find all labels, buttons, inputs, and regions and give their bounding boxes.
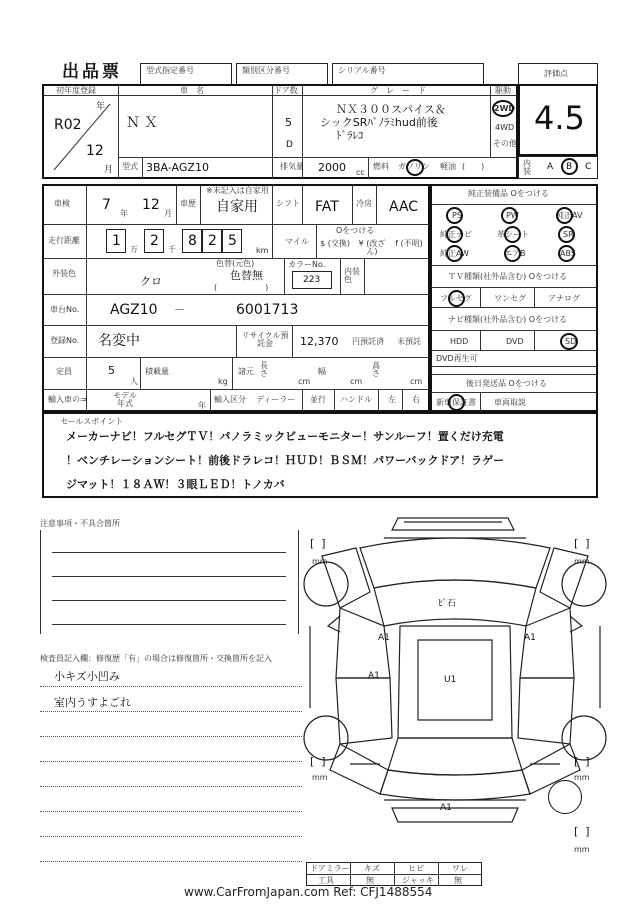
kudo-label: 駆動 bbox=[495, 86, 511, 95]
door-value: 5 bbox=[285, 116, 292, 129]
legend-h2: キズ bbox=[364, 864, 380, 873]
yunyu-label: 輸入車の⇒ bbox=[48, 395, 87, 404]
shamei-label: 車 名 bbox=[180, 86, 204, 95]
naga-cm: cm bbox=[298, 377, 311, 386]
color-no-value: 223 bbox=[303, 275, 321, 285]
reibo-label: 冷房 bbox=[356, 199, 372, 208]
chuui-label: 注意事項・不具合箇所 bbox=[40, 519, 120, 528]
year-value: R02 bbox=[54, 117, 82, 133]
atohin-hosho: 新車保証書 bbox=[436, 398, 476, 407]
gaiso-label: 外装色 bbox=[52, 269, 76, 278]
daiban-label: 車台No. bbox=[50, 305, 80, 314]
tv-analog: アナログ bbox=[548, 294, 580, 303]
dvd-label: DVD再生可 bbox=[436, 354, 478, 363]
toroku-value: 名変中 bbox=[98, 333, 140, 349]
soko-man: 万 bbox=[130, 245, 138, 254]
opt-av: 純正AV bbox=[556, 211, 583, 220]
mile-label: マイル bbox=[285, 237, 309, 246]
kokan-label: $ (交換) bbox=[320, 239, 350, 248]
footer-watermark: www.CarFromJapan.com Ref: CFJ1488554 bbox=[184, 885, 433, 899]
spare-circle bbox=[548, 780, 582, 814]
opt-airb: エアB bbox=[504, 249, 526, 258]
tv-title: ＴＶ種類(社外品含む) Oをつける bbox=[448, 272, 568, 281]
shift-value: FAT bbox=[315, 199, 339, 215]
soko-digit-1: 1 bbox=[112, 233, 121, 249]
grade-line1: ＮＸ３００スパイス＆ bbox=[336, 103, 446, 116]
soko-km: km bbox=[256, 246, 269, 255]
grade-line3: ﾄﾞﾗﾚｺ bbox=[336, 129, 364, 142]
teiin-label: 定員 bbox=[56, 367, 72, 376]
shaken-label: 車検 bbox=[54, 199, 70, 208]
shaken-year: 7 bbox=[102, 197, 111, 213]
mark-left-rear-door: A1 bbox=[368, 671, 380, 681]
sales-line2: ！ベンチレーションシート！前後ドラレコ！ＨＵＤ！ＢＳＭ！パワーバックドア！ラゲー bbox=[66, 454, 505, 467]
daiban-no: 6001713 bbox=[236, 302, 299, 318]
door-label: ドア数 bbox=[274, 86, 298, 95]
car-name-value: ＮＸ bbox=[126, 115, 162, 131]
sales-line1: メーカーナビ！フルセグＴＶ！パノラミックビューモニター！サンルーフ！置くだけ充電 bbox=[66, 430, 504, 443]
atohin-title: 後日発送品 Oをつける bbox=[466, 379, 547, 388]
model-label: モデル年式 bbox=[113, 391, 137, 408]
opt-airb-circle bbox=[504, 245, 521, 262]
opt-pw-circle bbox=[501, 207, 518, 224]
spare-bracket: [ ] bbox=[574, 825, 590, 838]
legend-h4: ワレ bbox=[452, 864, 468, 873]
model-nen: 年 bbox=[198, 401, 206, 410]
sekisai-label: 積載量 bbox=[145, 367, 169, 376]
teiin-nin: 人 bbox=[130, 377, 138, 386]
fumei-label: f (不明) bbox=[395, 239, 423, 248]
opt-pw: PW bbox=[506, 211, 519, 220]
taka-cm: cm bbox=[410, 377, 423, 386]
mark-windshield: ﾋﾞ石 bbox=[438, 599, 457, 609]
opt-sr-circle bbox=[558, 226, 575, 243]
naiso-opt-c: C bbox=[585, 162, 592, 172]
recycle-label: リサイクル預託金 bbox=[241, 331, 289, 348]
tv-fullseg-circle bbox=[448, 290, 465, 307]
opt-av-circle bbox=[556, 207, 573, 224]
atohin-torisetsu: 車両取説 bbox=[494, 398, 526, 407]
circle-note: Oをつける bbox=[336, 226, 375, 235]
sekisai-kg: kg bbox=[218, 377, 228, 386]
door-unit: D bbox=[286, 140, 293, 150]
month-small-label: 月 bbox=[104, 165, 114, 175]
opt-abs-circle bbox=[558, 245, 575, 262]
soko-digit-4: 2 bbox=[208, 233, 217, 249]
kensa-label: 検査員記入欄：修復歴「有」の場合は修復箇所・交換箇所を記入 bbox=[40, 654, 272, 663]
cc-unit: cc bbox=[356, 168, 365, 177]
tire-fr-bracket: [ ] bbox=[574, 537, 590, 550]
grade-label: グ レ ー ド bbox=[370, 86, 426, 95]
drive-2wd-circle bbox=[492, 100, 514, 117]
legend-r2: 無 bbox=[366, 876, 374, 885]
legend-h1: ドアミラー bbox=[310, 864, 350, 873]
naiso-b-circle bbox=[561, 158, 578, 175]
irogae-value: 色替無 bbox=[230, 269, 263, 282]
keiyu-label: 軽油 bbox=[440, 162, 456, 171]
katashiki-value: 3BA-AGZ10 bbox=[146, 161, 209, 174]
shaken-tsuki: 月 bbox=[164, 209, 172, 218]
sales-label: セールスポイント bbox=[60, 417, 124, 426]
navi-hdd: HDD bbox=[450, 337, 469, 346]
opt-ps-circle bbox=[446, 207, 463, 224]
mark-left-front-door: A1 bbox=[378, 633, 390, 643]
grade-line2: シックSRﾊﾟﾉﾗﾐhud前後 bbox=[320, 116, 438, 129]
legend-r1: 工具 bbox=[318, 876, 334, 885]
legend-r3: ジャッキ bbox=[402, 876, 434, 885]
month-value: 12 bbox=[86, 143, 104, 159]
shareki-note: ※未記入は自家用 bbox=[206, 186, 269, 195]
toroku-label: 登録No. bbox=[50, 336, 80, 345]
haba-label: 幅 bbox=[318, 367, 326, 376]
dealer-option: ディーラー bbox=[256, 395, 296, 404]
haikiryo-value: 2000 bbox=[318, 161, 346, 174]
nenryo-value: ガソリン bbox=[398, 162, 430, 171]
heiko-option: 並行 bbox=[310, 395, 326, 404]
navi-sd-circle bbox=[560, 333, 578, 350]
drive-2wd: 2WD bbox=[494, 104, 516, 113]
shift-label: シフト bbox=[276, 199, 300, 208]
mark-right-front-door: A1 bbox=[524, 633, 536, 643]
tire-rl-mm: mm bbox=[312, 773, 328, 782]
navi-dvd: DVD bbox=[506, 337, 524, 346]
tire-fl-mm: mm bbox=[312, 557, 328, 566]
soko-digit-5: 5 bbox=[228, 233, 237, 249]
naiso-opt-b: B bbox=[566, 162, 573, 172]
naiso-label: 内装 bbox=[523, 159, 531, 176]
navi-title: ナビ種類(社外品含む) Oをつける bbox=[448, 315, 568, 324]
kaizan-label: ¥ (改ざん) bbox=[358, 239, 386, 256]
soko-sen: 千 bbox=[168, 245, 176, 254]
drive-4wd: 4WD bbox=[495, 123, 515, 132]
taka-label: 高さ bbox=[372, 361, 380, 378]
teiin-value: 5 bbox=[108, 364, 115, 377]
haba-cm: cm bbox=[350, 377, 363, 386]
katashiki-nintei-label: 型式指定番号 bbox=[146, 66, 194, 75]
shogen-label: 諸元 bbox=[238, 367, 254, 376]
shareki-value: 自家用 bbox=[216, 199, 258, 215]
haikiryo-label: 排気量 bbox=[280, 162, 304, 171]
nenryo-label: 燃料 bbox=[373, 162, 389, 171]
tire-rr-bracket: [ ] bbox=[574, 755, 590, 768]
note-line1: 小キズ小凹み bbox=[54, 670, 120, 683]
daiban-prefix: AGZ10 bbox=[110, 302, 158, 318]
daiban-dash: － bbox=[174, 303, 185, 316]
naiso-opt-a: A bbox=[547, 162, 554, 172]
opt-abs: ABS bbox=[560, 249, 576, 258]
gaiso-value: クロ bbox=[140, 275, 162, 288]
shaken-nen: 年 bbox=[120, 209, 128, 218]
spare-mm: mm bbox=[574, 845, 590, 854]
nenryo-circle bbox=[406, 159, 424, 176]
year-small-label: 年 bbox=[96, 102, 106, 112]
handle-hidari: 左 bbox=[388, 395, 396, 404]
opt-kawa-circle bbox=[504, 226, 521, 243]
yotaku-zumi: 円預託済 bbox=[352, 337, 384, 346]
opt-navi: 純正ナビ bbox=[440, 230, 472, 239]
score-label: 評価点 bbox=[544, 69, 568, 78]
legend-h3: ヒビ bbox=[408, 864, 424, 873]
tire-rl-bracket: [ ] bbox=[310, 755, 326, 768]
irogae-label: 色替(元色) bbox=[216, 259, 255, 268]
keiyu-paren: ( ) bbox=[462, 162, 485, 171]
mark-roof: U1 bbox=[444, 675, 457, 685]
irogae-paren: ( ) bbox=[214, 283, 269, 292]
recycle-value: 12,370 bbox=[300, 335, 339, 348]
page-title: 出品票 bbox=[62, 62, 122, 82]
color-no-label: カラーNo. bbox=[288, 260, 326, 269]
mi-yotaku: 未預託 bbox=[397, 337, 421, 346]
tire-rr-mm: mm bbox=[574, 773, 590, 782]
tv-fullseg: フルセグ bbox=[440, 294, 472, 303]
atohin-hosho-circle bbox=[448, 394, 465, 411]
navi-sd: SD bbox=[565, 337, 577, 346]
soko-label: 走行距離 bbox=[48, 236, 80, 245]
soko-digit-3: 8 bbox=[188, 233, 197, 249]
opt-ps: PS bbox=[452, 211, 462, 220]
handle-label: ハンドル bbox=[340, 395, 372, 404]
yunyu-kubun: 輸入区分 bbox=[214, 395, 246, 404]
shaken-month: 12 bbox=[142, 197, 160, 213]
shodo-label: 初年度登録 bbox=[56, 86, 96, 95]
tire-fl-bracket: [ ] bbox=[310, 537, 326, 550]
reibo-value: AAC bbox=[389, 199, 419, 215]
opt-navi-circle bbox=[446, 226, 463, 243]
junsei-title: 純正装備品 Oをつける bbox=[468, 189, 549, 198]
katashiki-label: 型式 bbox=[122, 162, 138, 171]
opt-kawa: 革シート bbox=[497, 230, 529, 239]
chuui-bracket bbox=[40, 530, 299, 634]
tire-fr-mm: mm bbox=[574, 557, 590, 566]
drive-other: その他 bbox=[493, 139, 517, 148]
note-line2: 室内うすよごれ bbox=[54, 696, 131, 709]
legend-r4: 無 bbox=[454, 876, 462, 885]
sales-line3: ジマット！１８ＡＷ！３眼ＬＥＤ！トノカバ bbox=[66, 478, 285, 491]
naiso-iro-label: 内装色 bbox=[344, 267, 360, 284]
handle-migi: 右 bbox=[412, 395, 420, 404]
score-value: 4.5 bbox=[534, 99, 585, 137]
soko-digit-2: 2 bbox=[150, 233, 159, 249]
ruibetsu-label: 類別区分番号 bbox=[242, 66, 290, 75]
naga-label: 長さ bbox=[260, 361, 268, 378]
mark-rear-bumper: A1 bbox=[440, 803, 452, 813]
opt-aw-circle bbox=[446, 245, 463, 262]
opt-sr: SR bbox=[563, 230, 574, 239]
serial-label: シリアル番号 bbox=[338, 66, 386, 75]
opt-aw: 純正AW bbox=[440, 249, 469, 258]
shareki-label: 車歴 bbox=[180, 199, 196, 208]
tv-oneseg: ワンセグ bbox=[494, 294, 526, 303]
